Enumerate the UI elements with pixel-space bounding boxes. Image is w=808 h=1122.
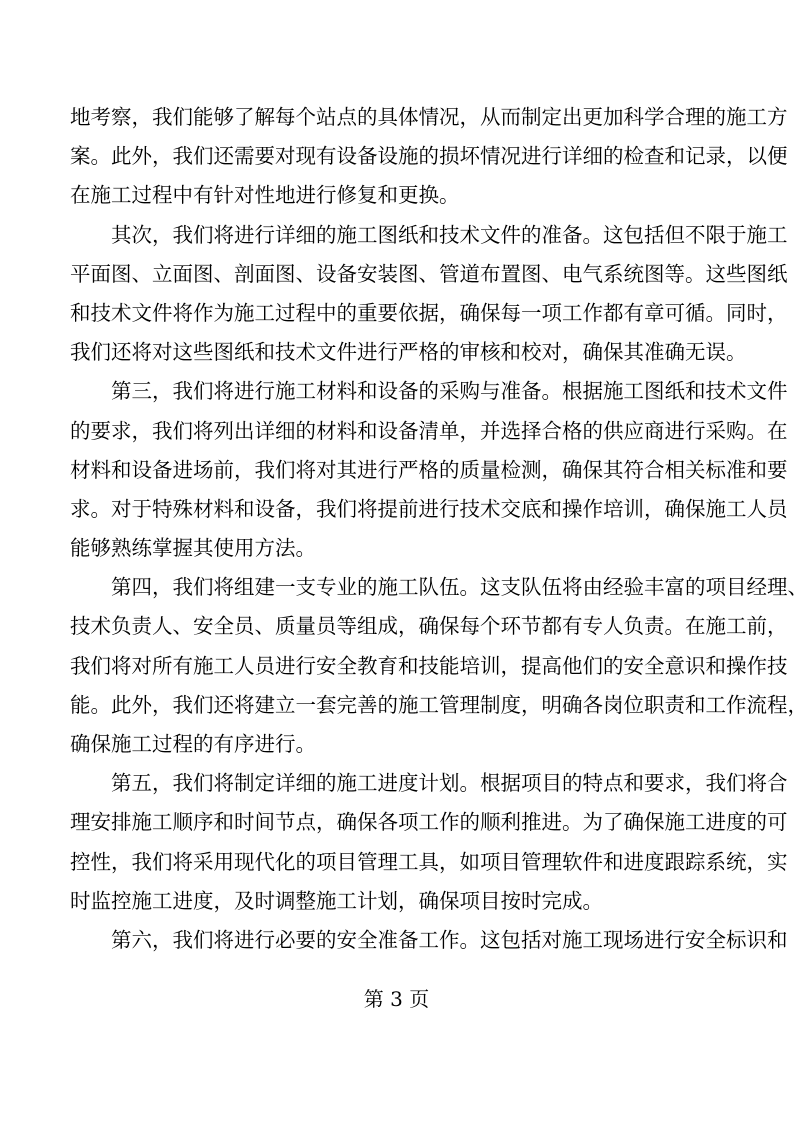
text-line: 的要求，我们将列出详细的材料和设备清单，并选择合格的供应商进行采购。在 [70, 418, 788, 443]
paragraph [70, 98, 788, 216]
paragraph [70, 568, 808, 764]
text-line: 在施工过程中有针对性地进行修复和更换。 [70, 183, 460, 208]
text-line: 能够熟练掌握其使用方法。 [70, 536, 316, 561]
text-line: 第四，我们将组建一支专业的施工队伍。这支队伍将由经验丰富的项目经理、 [111, 575, 808, 600]
text-line: 第六，我们将进行必要的安全准备工作。这包括对施工现场进行安全标识和 [111, 927, 788, 952]
page-number: 第 3 页 [363, 987, 430, 1011]
text-line: 控性，我们将采用现代化的项目管理工具，如项目管理软件和进度跟踪系统，实 [70, 849, 788, 874]
text-line: 能。此外，我们还将建立一套完善的施工管理制度，明确各岗位职责和工作流程， [70, 692, 808, 717]
text-line: 案。此外，我们还需要对现有设备设施的损坏情况进行详细的检查和记录，以便 [70, 144, 788, 169]
text-line: 第三，我们将进行施工材料和设备的采购与准备。根据施工图纸和技术文件 [111, 379, 788, 404]
document-body [70, 98, 808, 960]
text-line: 求。对于特殊材料和设备，我们将提前进行技术交底和操作培训，确保施工人员 [70, 496, 788, 521]
text-line: 其次，我们将进行详细的施工图纸和技术文件的准备。这包括但不限于施工 [111, 222, 788, 247]
text-line: 材料和设备进场前，我们将对其进行严格的质量检测，确保其符合相关标准和要 [70, 457, 788, 482]
paragraph [70, 372, 788, 568]
paragraph [70, 216, 788, 373]
text-line: 地考察，我们能够了解每个站点的具体情况，从而制定出更加科学合理的施工方 [70, 105, 788, 129]
text-line: 我们将对所有施工人员进行安全教育和技能培训，提高他们的安全意识和操作技 [70, 653, 788, 678]
paragraph [70, 921, 788, 960]
text-line: 技术负责人、安全员、质量员等组成，确保每个环节都有专人负责。在施工前， [70, 614, 788, 639]
paragraph [70, 764, 788, 921]
text-line: 确保施工过程的有序进行。 [70, 732, 316, 756]
text-line: 理安排施工顺序和时间节点，确保各项工作的顺利推进。为了确保施工进度的可 [70, 810, 788, 835]
text-line: 第五，我们将制定详细的施工进度计划。根据项目的特点和要求，我们将合 [111, 771, 788, 796]
text-line: 时监控施工进度，及时调整施工计划，确保项目按时完成。 [70, 888, 603, 913]
text-line: 我们还将对这些图纸和技术文件进行严格的审核和校对，确保其准确无误。 [70, 340, 747, 365]
text-line: 和技术文件将作为施工过程中的重要依据，确保每一项工作都有章可循。同时， [70, 300, 788, 325]
text-line: 平面图、立面图、剖面图、设备安装图、管道布置图、电气系统图等。这些图纸 [70, 261, 788, 286]
